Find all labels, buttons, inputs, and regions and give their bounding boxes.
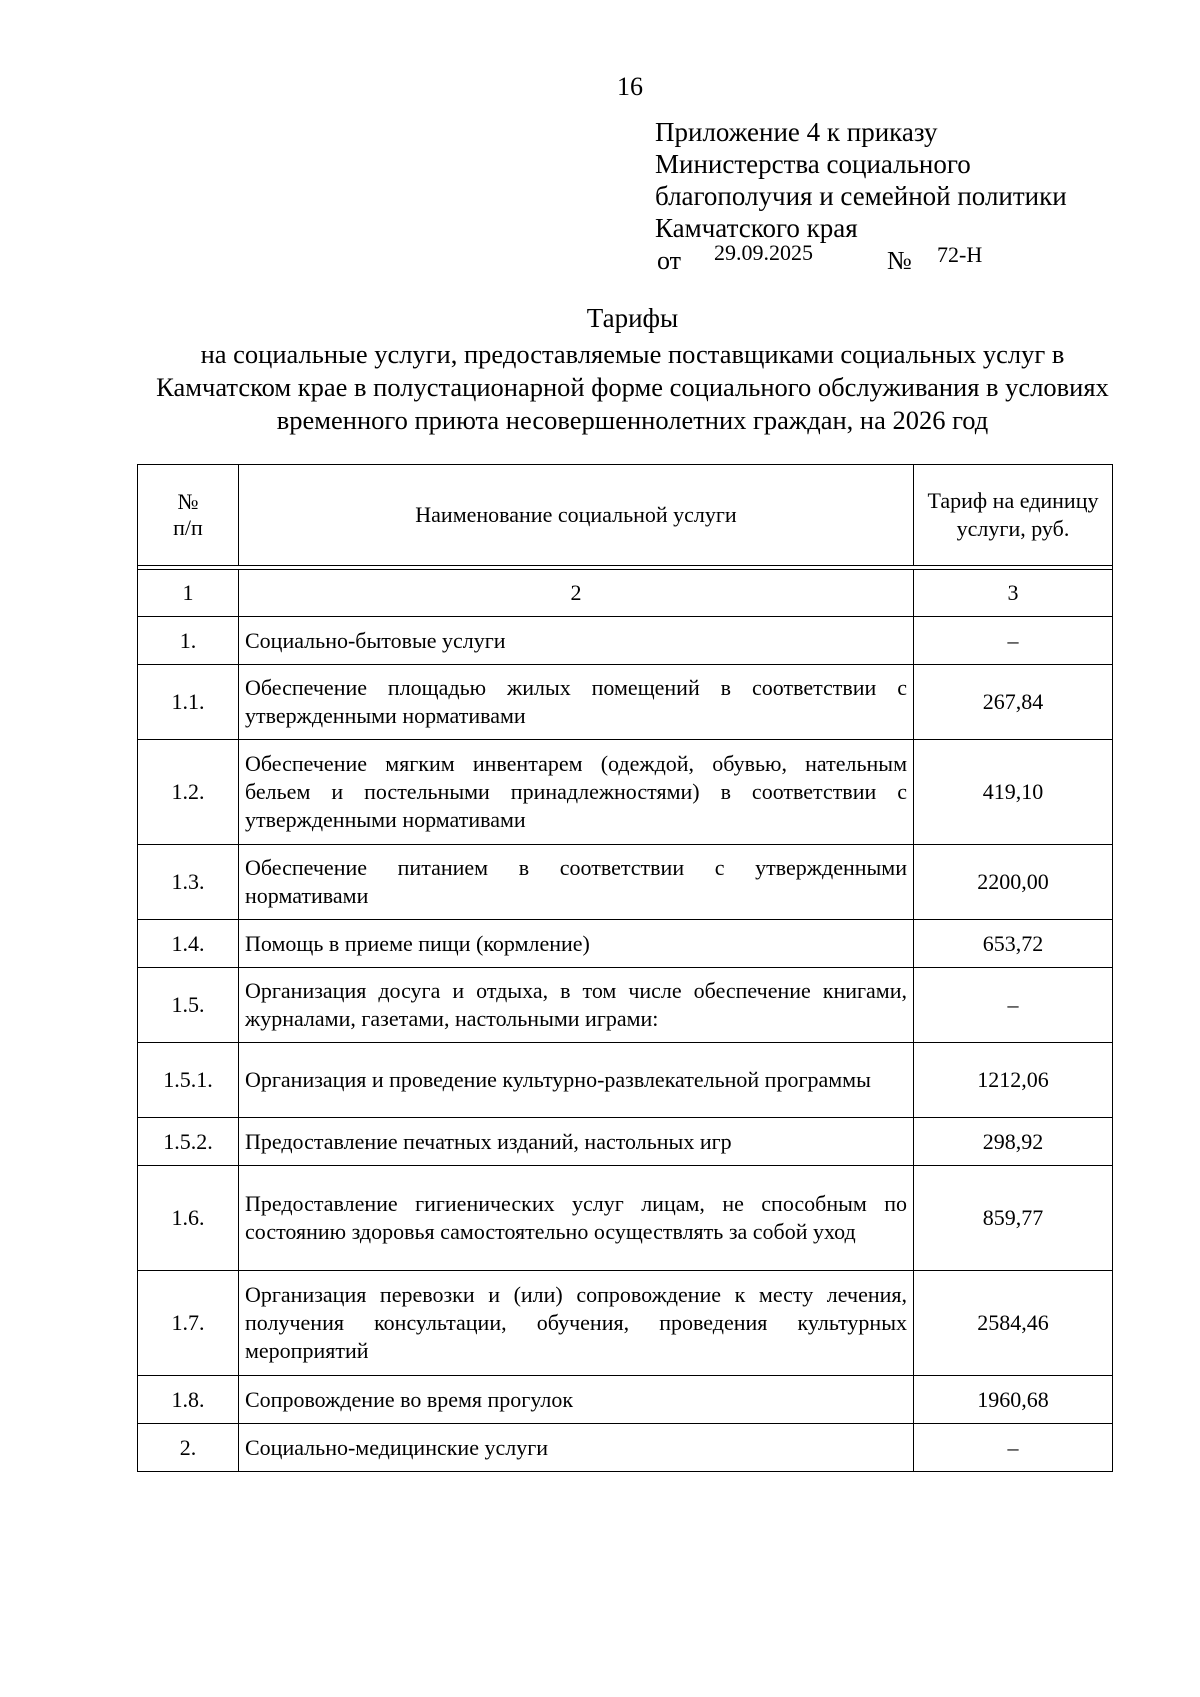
table-row xyxy=(138,920,1113,968)
row-number: 1.7. xyxy=(138,1271,239,1376)
approval-line: Приложение 4 к приказу xyxy=(655,117,938,147)
tariff-value: 653,72 xyxy=(914,920,1113,968)
table-row xyxy=(138,1424,1113,1472)
table-row xyxy=(138,665,1113,740)
header-num xyxy=(138,465,239,566)
tariff-value: 298,92 xyxy=(914,1118,1113,1166)
service-name: Обеспечение питанием в соответствии с утвержденными нормативами xyxy=(239,845,914,920)
header-name: Наименование социальной услуги xyxy=(239,465,914,566)
tariff-value: 2200,00 xyxy=(914,845,1113,920)
order-number: 72-Н xyxy=(937,242,983,267)
tariffs-table xyxy=(137,464,1113,1472)
tariff-value: 267,84 xyxy=(914,665,1113,740)
row-number: 2. xyxy=(138,1424,239,1472)
document-subtitle: на социальные услуги, предоставляемые поставщиками социальных услуг в Камчатском крае в полустационарной форме социального обслуживания в условиях временного приюта несовершеннолетних граждан, на 2026 год xyxy=(156,339,1109,435)
approval-line: благополучия и семейной политики xyxy=(655,181,1067,211)
header-num-symbol: № xyxy=(177,489,199,514)
service-name: Социально-бытовые услуги xyxy=(239,617,914,665)
service-name: Обеспечение площадью жилых помещений в соответствии с утвержденными нормативами xyxy=(239,665,914,740)
service-name: Организация перевозки и (или) сопровождение к месту лечения, получения консультации, обучения, проведения культурных мероприятий xyxy=(239,1271,914,1376)
table-row xyxy=(138,617,1113,665)
table-row xyxy=(138,1118,1113,1166)
table-row xyxy=(138,845,1113,920)
approval-line: Министерства социального xyxy=(655,149,971,179)
service-name: Организация досуга и отдыха, в том числе обеспечение книгами, журналами, газетами, настольными играми: xyxy=(239,968,914,1043)
order-date: 29.09.2025 xyxy=(714,240,813,265)
tariff-value: – xyxy=(914,617,1113,665)
row-number: 1.8. xyxy=(138,1376,239,1424)
tariff-value: 419,10 xyxy=(914,740,1113,845)
table-row xyxy=(138,1271,1113,1376)
document-title: Тарифы xyxy=(586,303,679,333)
row-number: 1.3. xyxy=(138,845,239,920)
table-row xyxy=(138,1043,1113,1118)
service-name: Социально-медицинские услуги xyxy=(239,1424,914,1472)
tariff-value: 1960,68 xyxy=(914,1376,1113,1424)
table-row xyxy=(138,1376,1113,1424)
service-name: Сопровождение во время прогулок xyxy=(239,1376,914,1424)
tariff-value: – xyxy=(914,968,1113,1043)
service-name: Обеспечение мягким инвентарем (одеждой, обувью, нательным бельем и постельными принадлежностями) в соответствии с утвержденными нормативами xyxy=(239,740,914,845)
service-name: Организация и проведение культурно-развлекательной программы xyxy=(239,1043,914,1118)
header-num-abbr: п/п xyxy=(173,515,203,540)
table-row xyxy=(138,740,1113,845)
table-row xyxy=(138,1166,1113,1271)
approval-block xyxy=(655,116,1067,244)
row-number: 1.2. xyxy=(138,740,239,845)
number-label: № xyxy=(887,246,912,275)
page-number: 16 xyxy=(617,72,643,101)
tariff-value: 2584,46 xyxy=(914,1271,1113,1376)
service-name: Помощь в приеме пищи (кормление) xyxy=(239,920,914,968)
column-number: 2 xyxy=(239,570,914,617)
row-number: 1.6. xyxy=(138,1166,239,1271)
row-number: 1. xyxy=(138,617,239,665)
table-row xyxy=(138,968,1113,1043)
row-number: 1.5.2. xyxy=(138,1118,239,1166)
row-number: 1.1. xyxy=(138,665,239,740)
column-number: 3 xyxy=(914,570,1113,617)
column-numbers-row xyxy=(138,570,1113,617)
service-name: Предоставление гигиенических услуг лицам, не способным по состоянию здоровья самостоятельно осуществлять за собой уход xyxy=(239,1166,914,1271)
row-number: 1.4. xyxy=(138,920,239,968)
service-name: Предоставление печатных изданий, настольных игр xyxy=(239,1118,914,1166)
approval-line: Камчатского края xyxy=(655,213,858,243)
row-number: 1.5.1. xyxy=(138,1043,239,1118)
tariff-value: 1212,06 xyxy=(914,1043,1113,1118)
column-number: 1 xyxy=(138,570,239,617)
table-header-row xyxy=(138,465,1113,566)
header-tariff: Тариф на единицу услуги, руб. xyxy=(914,465,1113,566)
tariff-value: – xyxy=(914,1424,1113,1472)
row-number: 1.5. xyxy=(138,968,239,1043)
tariff-value: 859,77 xyxy=(914,1166,1113,1271)
from-label: от xyxy=(657,246,682,275)
order-date-number xyxy=(657,240,983,276)
